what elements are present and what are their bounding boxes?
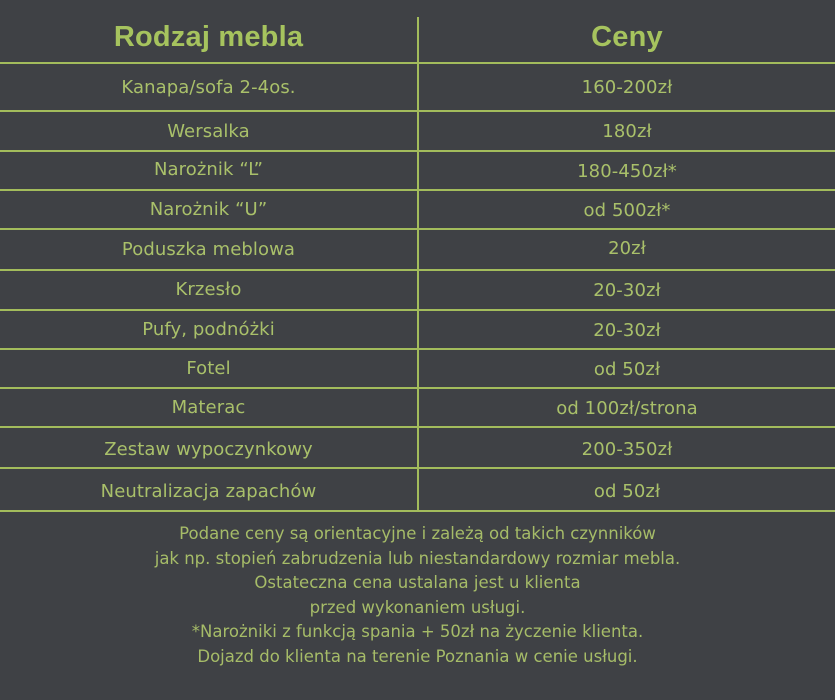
row-type: Pufy, podnóżki [142,318,275,340]
note-line: jak np. stopień zabrudzenia lub niestandardowy rozmiar mebla. [154,548,681,568]
row-type: Neutralizacja zapachów [100,480,317,502]
price-notes [0,522,835,669]
row-price: od 50zł [593,480,661,502]
row-price: 20-30zł [593,319,661,341]
row-type: Narożnik “L” [153,159,264,180]
row-type: Fotel [186,357,231,379]
row-type: Kanapa/sofa 2-4os. [121,76,296,98]
row-type: Krzesło [175,279,242,300]
note-line: Podane ceny są orientacyjne i zależą od takich czynników [179,524,656,543]
row-price: 160-200zł [581,76,673,98]
header-furniture-type: Rodzaj mebla [113,20,304,53]
header-prices: Ceny [591,20,663,53]
row-type: Poduszka meblowa [121,239,296,260]
note-line: Ostateczna cena ustalana jest u klienta [254,573,581,592]
row-type: Zestaw wypoczynkowy [104,438,313,460]
row-price: 180-450zł* [577,161,677,182]
row-price: 20zł [608,238,646,259]
row-type: Materac [171,396,246,418]
row-price: 20-30zł [593,280,661,301]
note-line: Dojazd do klienta na terenie Poznania w cenie usługi. [197,646,638,666]
row-type: Narożnik “U” [149,198,268,220]
note-line: *Narożniki z funkcją spania + 50zł na życzenie klienta. [191,622,644,641]
row-price: od 50zł [593,358,661,380]
row-price: od 100zł/strona [556,397,698,419]
row-type: Wersalka [167,120,250,142]
note-line: przed wykonaniem usługi. [309,597,526,617]
row-price: 180zł [602,120,652,142]
row-price: od 500zł* [583,199,671,221]
row-price: 200-350zł [581,438,673,460]
